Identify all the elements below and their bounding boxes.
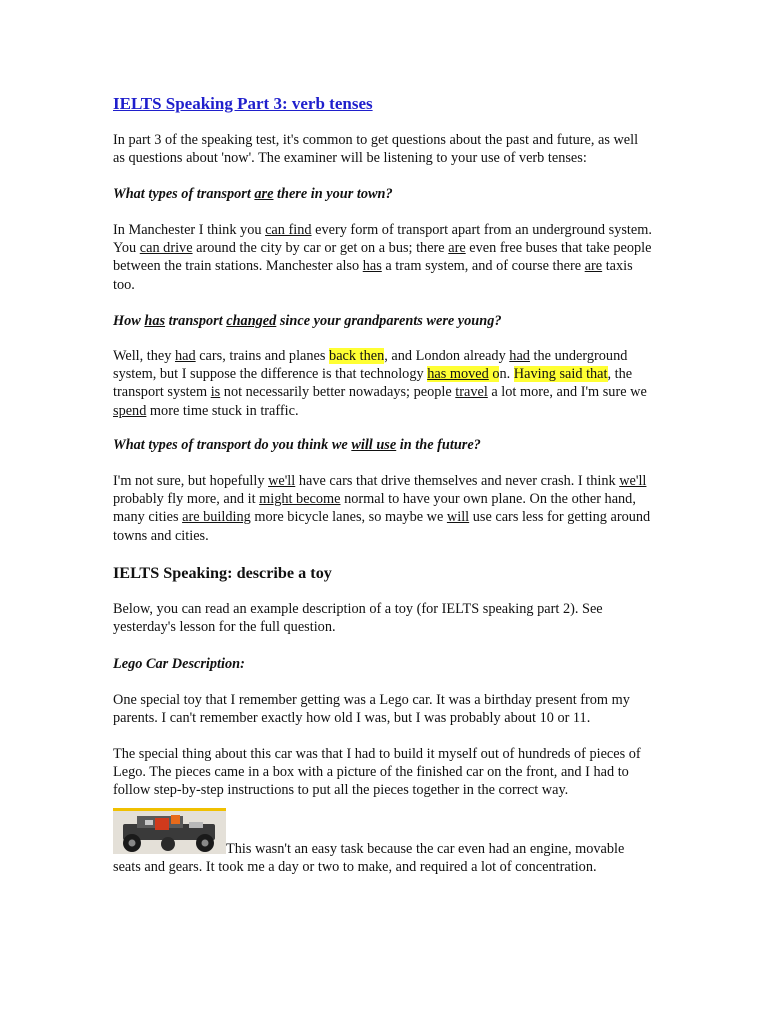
question-2: How has transport changed since your grandparents were young? [113,313,502,329]
question-1: What types of transport are there in your town? [113,186,393,202]
section-title-describe-toy: IELTS Speaking: describe a toy [113,564,332,582]
question-3: What types of transport do you think we will use in the future? [113,437,481,453]
answer-1: In Manchester I think you can find every form of transport apart from an underground system. You can drive around the city by car or get on a bus; there are even free buses that take people between the train stations. Manchester also has a tram system, and of course there are taxis too. [113,222,652,293]
intro-paragraph: In part 3 of the speaking test, it's common to get questions about the past and future, as well as questions about 'now'. The examiner will be listening to your use of verb tenses: [113,132,639,167]
answer-2: Well, they had cars, trains and planes back then, and London already had the underground system, but I suppose the difference is that technology has moved on. Having said that, the transport system is not necessarily better nowadays; people travel a lot more, and I'm sure we spend more time stuck in traffic. [113,348,647,419]
page-title[interactable]: IELTS Speaking Part 3: verb tenses [113,94,373,113]
lego-paragraph-3: This wasn't an easy task because the car even had an engine, movable seats and gears. It took me a day or two to make, and required a lot of concentration. [113,841,625,876]
lego-paragraph-2: The special thing about this car was that I had to build it myself out of hundreds of pieces of Lego. The pieces came in a box with a picture of the finished car on the front, and I had to follow step-by-step instructions to put all the pieces together in the correct way. [113,746,641,799]
lego-paragraph-1: One special toy that I remember getting was a Lego car. It was a birthday present from my parents. I can't remember exactly how old I was, but I was probably about 10 or 11. [113,692,630,727]
lego-subheading: Lego Car Description: [113,656,245,672]
toy-intro-paragraph: Below, you can read an example description of a toy (for IELTS speaking part 2). See yesterday's lesson for the full question. [113,601,603,636]
answer-3: I'm not sure, but hopefully we'll have cars that drive themselves and never crash. I think we'll probably fly more, and it might become normal to have your own plane. On the other hand, many cities are building more bicycle lanes, so maybe we will use cars less for getting around towns and cities. [113,473,651,544]
